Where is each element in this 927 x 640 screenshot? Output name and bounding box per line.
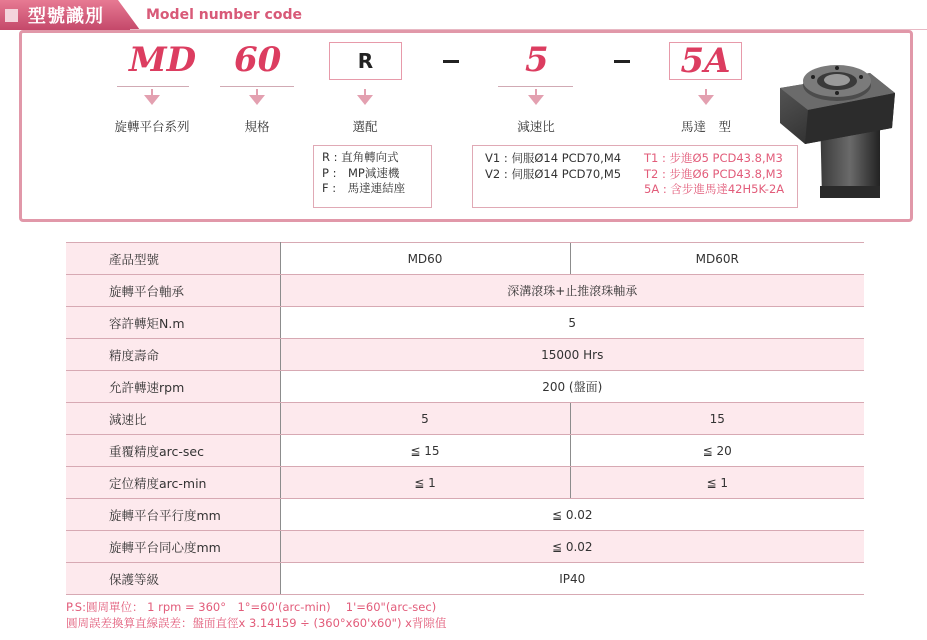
code-underline xyxy=(117,86,189,87)
code-label-option: 選配 xyxy=(352,119,378,134)
cell-value: ≦ 1 xyxy=(570,467,864,499)
footnote-units: P.S:圓周單位： 1 rpm = 360° 1°=60'(arc-min) 1'=60"(arc-sec) xyxy=(66,600,437,614)
option-list-box xyxy=(313,145,432,208)
code-underline xyxy=(220,86,294,87)
code-label-size: 規格 xyxy=(244,119,270,134)
code-ratio: 5 xyxy=(525,40,549,80)
rotary-stage-motor-image xyxy=(770,48,900,206)
row-label: 旋轉平台平行度mm xyxy=(66,499,280,531)
row-label: 精度壽命 xyxy=(66,339,280,371)
cell-value: 深溝滾珠+止推滾珠軸承 xyxy=(280,275,864,307)
row-label: 減速比 xyxy=(66,403,280,435)
table-row xyxy=(66,371,864,403)
arrow-down-icon xyxy=(357,95,373,105)
code-motor: 5A xyxy=(680,41,731,81)
cell-value: 15000 Hrs xyxy=(280,339,864,371)
cell-value: ≦ 1 xyxy=(280,467,570,499)
cell-value: 5 xyxy=(280,403,570,435)
arrow-down-icon xyxy=(698,95,714,105)
option-item: F : 馬達連結座 xyxy=(322,181,406,195)
row-label: 允許轉速rpm xyxy=(66,371,280,403)
option-item: R : 直角轉向式 xyxy=(322,150,399,164)
table-row xyxy=(66,563,864,595)
servo-item: V1 : 伺服Ø14 PCD70,M4 xyxy=(485,151,622,165)
table-row xyxy=(66,307,864,339)
footnote-conversion: 圓周誤差換算直線誤差：盤面直徑x 3.14159 ÷ (360°x60'x60") x背隙值 xyxy=(66,616,447,630)
row-label: 旋轉平台同心度mm xyxy=(66,531,280,563)
code-label-ratio: 減速比 xyxy=(517,119,555,134)
cell-value: 5 xyxy=(280,307,864,339)
code-label-motor: 馬達 型 xyxy=(680,119,731,134)
cell-value: ≦ 20 xyxy=(570,435,864,467)
cell-value: IP40 xyxy=(280,563,864,595)
table-row xyxy=(66,339,864,371)
row-label: 重覆精度arc-sec xyxy=(66,435,280,467)
code-underline xyxy=(498,86,573,87)
table-row xyxy=(66,435,864,467)
code-option: R xyxy=(357,49,374,73)
table-row xyxy=(66,403,864,435)
row-label: 容許轉矩N.m xyxy=(66,307,280,339)
stepper-item: 5A : 含步進馬達42H5K-2A xyxy=(644,182,785,196)
code-dash xyxy=(614,60,630,63)
cell-value: MD60R xyxy=(570,243,864,275)
arrow-down-icon xyxy=(249,95,265,105)
cell-value: 200 (盤面) xyxy=(280,371,864,403)
code-series: MD xyxy=(129,40,197,80)
header-square-icon xyxy=(5,9,18,22)
spec-table xyxy=(66,242,864,595)
row-label: 定位精度arc-min xyxy=(66,467,280,499)
stepper-item: T2 : 步進Ø6 PCD43.8,M3 xyxy=(644,166,783,181)
cell-value: ≦ 0.02 xyxy=(280,531,864,563)
motor-interface-box xyxy=(472,145,798,208)
code-dash xyxy=(443,60,459,63)
option-item: P : MP減速機 xyxy=(322,165,400,180)
table-row xyxy=(66,531,864,563)
cell-value: ≦ 15 xyxy=(280,435,570,467)
code-motor-box xyxy=(669,42,742,80)
code-option-box xyxy=(329,42,402,80)
arrow-down-icon xyxy=(528,95,544,105)
row-label: 保護等級 xyxy=(66,563,280,595)
row-label: 旋轉平台軸承 xyxy=(66,275,280,307)
cell-value: ≦ 0.02 xyxy=(280,499,864,531)
servo-item: V2 : 伺服Ø14 PCD70,M5 xyxy=(485,166,622,181)
table-row xyxy=(66,467,864,499)
code-size: 60 xyxy=(234,40,282,80)
header-title-cn: 型號識別 xyxy=(28,6,104,27)
cell-value: MD60 xyxy=(280,243,570,275)
arrow-down-icon xyxy=(144,95,160,105)
table-row xyxy=(66,275,864,307)
stepper-item: T1 : 步進Ø5 PCD43.8,M3 xyxy=(644,151,783,165)
header-title-en: Model number code xyxy=(146,7,302,23)
table-row xyxy=(66,243,864,275)
table-row xyxy=(66,499,864,531)
section-header xyxy=(0,0,927,30)
code-label-series: 旋轉平台系列 xyxy=(114,119,190,134)
row-label: 產品型號 xyxy=(66,243,280,275)
cell-value: 15 xyxy=(570,403,864,435)
